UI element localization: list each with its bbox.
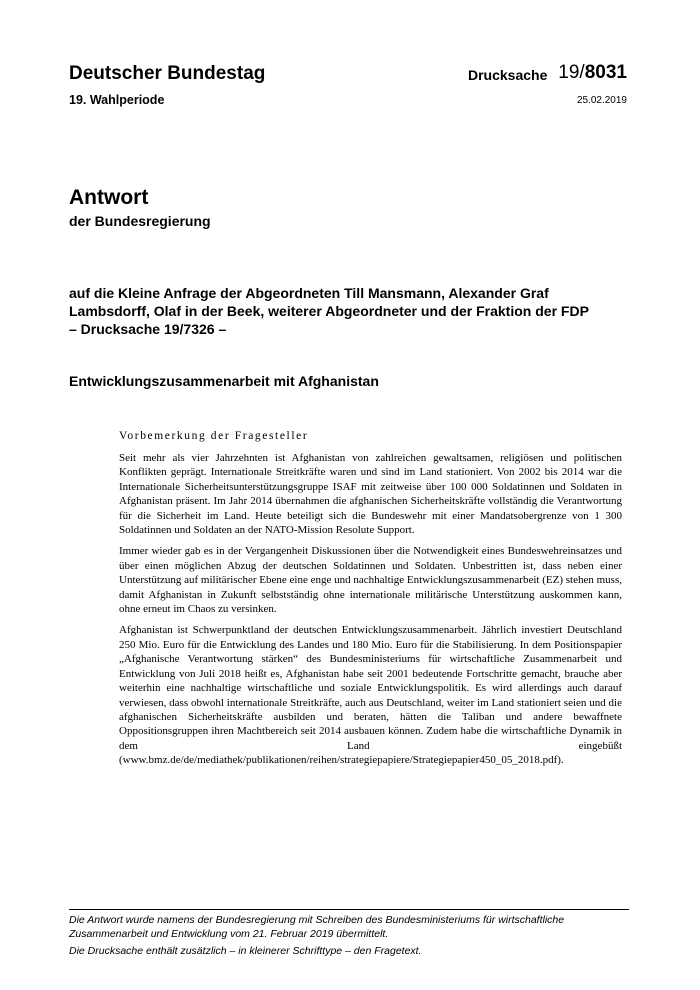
preliminary-heading: Vorbemerkung der Fragesteller: [119, 430, 309, 442]
inquiry-reference: [69, 284, 639, 338]
legislative-period: 19. Wahlperiode: [69, 93, 165, 107]
institution-name: Deutscher Bundestag: [69, 63, 266, 84]
document-author: der Bundesregierung: [69, 213, 211, 229]
inquiry-line: Lambsdorff, Olaf in der Beek, weiterer Abgeordneter und der Fraktion der FDP: [69, 303, 589, 319]
document-type: Antwort: [69, 186, 149, 209]
preliminary-paragraph: Seit mehr als vier Jahrzehnten ist Afghanistan von zahlreichen gewaltsamen, religiösen und politischen Konflikten geprägt. Internationale Streitkräfte waren und sind im Land stationiert. Von 2002 bis 2014 war die Internationale Sicherheitsunterstützungsgruppe ISAF mit zeitweise über 100 000 Soldatinnen und Soldaten in Afghanistan präsent. Im Jahr 2014 übernahmen die afghanischen Sicherheitskräfte vollständig die Verantwortung für die Sicherheit im Land. Heute beteiligt sich die Bundeswehr mit einer Mandatsobergrenze von 1 300 Soldatinnen und Soldaten an der NATO-Mission Resolute Support.: [119, 452, 622, 537]
inquiry-line: auf die Kleine Anfrage der Abgeordneten Till Mansmann, Alexander Graf: [69, 285, 549, 301]
preliminary-remark: [119, 430, 622, 775]
inquiry-line: – Drucksache 19/7326 –: [69, 321, 227, 337]
preliminary-paragraph: Afghanistan ist Schwerpunktland der deutschen Entwicklungszusammenarbeit. Jährlich investiert Deutschland 250 Mio. Euro für die Entwicklung des Landes und 180 Mio. Euro für die Stabilisierung. In dem Positionspapier „Afghanische Verantwortung stärken“ des Bundesministeriums für wirtschaftliche Zusammenarbeit und Entwicklung von Juli 2018 heißt es, Afghanistan habe seit 2001 bedeutende Fortschritte gemacht, brauche aber weiterhin eine nachhaltige wirtschaftliche und soziale Entwicklungspolitik. Es wird allerdings auch darauf verwiesen, dass obwohl internationale Streitkräfte, auch aus Deutschland, weiter im Land stationiert seien und die afghanischen Sicherheitskräfte ausbilden und beraten, hätten die Taliban und andere bewaffnete Oppositionsgruppen ihren Machtbereich seit 2014 ausbauen können. Zudem habe die wirtschaftliche Dynamik in dem Land eingebüßt (www.bmz.de/de/mediathek/publikationen/reihen/strategiepapiere/Strategiepapier450_05_2018.pdf).: [119, 624, 622, 767]
drucksache-prefix: 19/: [558, 62, 585, 83]
subject-title: Entwicklungszusammenarbeit mit Afghanistan: [69, 373, 379, 389]
preliminary-paragraph: Immer wieder gab es in der Vergangenheit Diskussionen über die Notwendigkeit eines Bundeswehreinsatzes und über einen möglichen Abzug der deutschen Soldatinnen und Soldaten. Unbestritten ist, dass neben einer Unterstützung auf militärischer Ebene eine enge und nachhaltige Entwicklungszusammenarbeit (EZ) stehen muss, damit Afghanistan in Zukunft selbstständig ohne internationale militärische Unterstützung auskommen kann, ohne erneut im Chaos zu versinken.: [119, 545, 622, 616]
footer-transmission-note: Die Antwort wurde namens der Bundesregierung mit Schreiben des Bundesministeriums für wirtschaftliche Zusammenarbeit und Entwicklung vom 21. Februar 2019 übermittelt.: [69, 914, 565, 940]
drucksache-id: 8031: [584, 62, 627, 83]
document-date: 25.02.2019: [576, 95, 627, 106]
footer-divider: [69, 909, 629, 910]
drucksache-number: [558, 62, 627, 84]
drucksache-label: Drucksache: [468, 67, 548, 83]
footer-print-note: Die Drucksache enthält zusätzlich – in kleinerer Schrifttype – den Fragetext.: [69, 945, 422, 957]
